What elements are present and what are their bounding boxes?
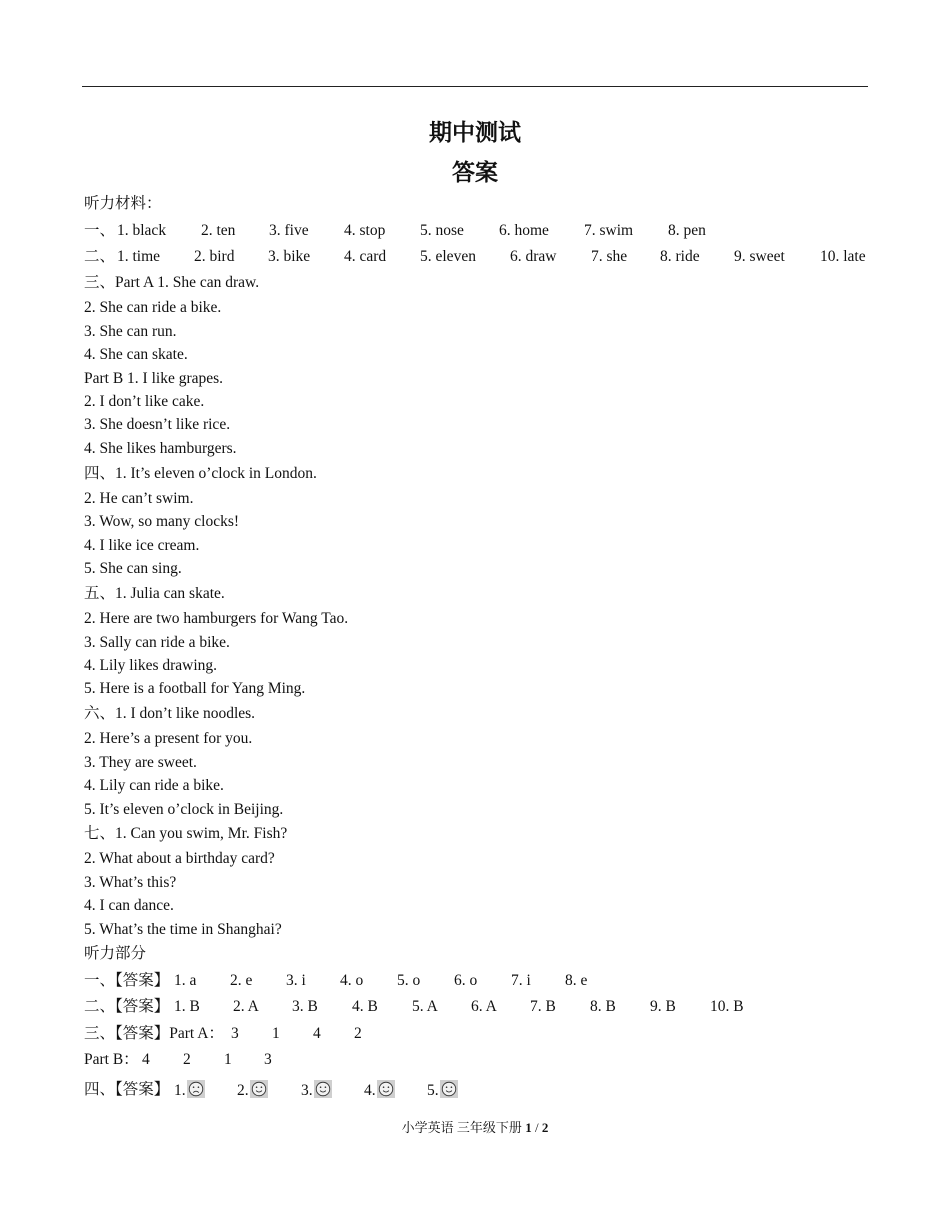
footer-page-total: 2 (541, 1120, 549, 1135)
sentence-line: 2. Here are two hamburgers for Wang Tao. (84, 610, 349, 627)
word-item: 6. home (499, 222, 549, 239)
word-item: 8. ride (660, 248, 700, 265)
header-rule (82, 86, 868, 87)
answer-item: 1. a (174, 972, 197, 989)
answer-item: 1. B (174, 998, 200, 1015)
sentence-line: 5. What’s the time in Shanghai? (84, 921, 282, 938)
sentence-line: 4. She can skate. (84, 346, 188, 363)
page-footer (0, 1117, 950, 1136)
answer-item: 2 (183, 1051, 191, 1068)
answer-prefix: 二、【答案】 (84, 998, 170, 1015)
sentence-line: 4. Lily likes drawing. (84, 657, 218, 674)
face-answer-item: 2. (237, 1080, 268, 1101)
answer-item: 1 (272, 1025, 280, 1042)
answer-item: 6. A (471, 998, 497, 1015)
sentence-line: 3. Sally can ride a bike. (84, 634, 230, 651)
word-item: 10. late (820, 248, 866, 265)
answer-item: 3 (264, 1051, 272, 1068)
section-3-first: 三、Part A 1. She can draw. (84, 274, 260, 291)
page-subtitle: 答案 (452, 160, 498, 186)
sentence-line: 4. I like ice cream. (84, 537, 200, 554)
word-item: 5. nose (420, 222, 464, 239)
answer-item: 4. B (352, 998, 378, 1015)
sentence-line: 2. Here’s a present for you. (84, 730, 253, 747)
section-prefix: 一、 (84, 222, 116, 239)
smile-face-icon (377, 1080, 395, 1098)
section-4-first: 四、1. It’s eleven o’clock in London. (84, 465, 317, 482)
answer-item: 4 (142, 1051, 150, 1068)
sentence-line: 5. It’s eleven o’clock in Beijing. (84, 801, 284, 818)
answer-item: 2 (354, 1025, 362, 1042)
answer-item: 7. B (530, 998, 556, 1015)
answer-prefix: 一、【答案】 (84, 972, 170, 989)
sad-face-icon (187, 1080, 205, 1098)
sentence-line: 2. What about a birthday card? (84, 850, 275, 867)
word-item: 7. she (591, 248, 628, 265)
answer-item: 1 (224, 1051, 232, 1068)
listening-material-label: 听力材料： (84, 195, 162, 212)
page-title: 期中测试 (429, 120, 521, 146)
sentence-line: 2. He can’t swim. (84, 490, 194, 507)
face-answer-item: 4. (364, 1080, 395, 1101)
sentence-line: 4. Lily can ride a bike. (84, 777, 224, 794)
word-item: 1. time (117, 248, 161, 265)
face-answer-item: 5. (427, 1080, 458, 1101)
word-item: 6. draw (510, 248, 557, 265)
section-7-first: 七、1. Can you swim, Mr. Fish? (84, 825, 288, 842)
answer-item: 10. B (710, 998, 744, 1015)
answer-item: 3 (231, 1025, 239, 1042)
answer-prefix: 三、【答案】Part A： (84, 1025, 224, 1042)
sentence-line: 2. I don’t like cake. (84, 393, 205, 410)
sentence-line: 3. What’s this? (84, 874, 177, 891)
footer-page-number: 1 (525, 1120, 532, 1135)
answer-item: 4 (313, 1025, 321, 1042)
sentence-line: 3. She doesn’t like rice. (84, 416, 231, 433)
answer-prefix: 四、【答案】 (84, 1081, 170, 1098)
answer-item: 3. i (286, 972, 306, 989)
answer-item: 8. e (565, 972, 588, 989)
part-b-label: Part B： (84, 1051, 139, 1068)
word-item: 4. stop (344, 222, 386, 239)
section-5-first: 五、1. Julia can skate. (84, 585, 225, 602)
answer-item: 7. i (511, 972, 531, 989)
sentence-line: Part B 1. I like grapes. (84, 370, 224, 387)
word-item: 3. bike (268, 248, 311, 265)
word-item: 2. bird (194, 248, 235, 265)
word-item: 4. card (344, 248, 387, 265)
word-item: 3. five (269, 222, 309, 239)
smile-face-icon (440, 1080, 458, 1098)
footer-separator: / (531, 1120, 542, 1135)
face-answer-item: 3. (301, 1080, 332, 1101)
section-prefix: 二、 (84, 248, 116, 265)
word-item: 2. ten (201, 222, 236, 239)
face-answer-item: 1. (174, 1080, 205, 1101)
smile-face-icon (250, 1080, 268, 1098)
answer-item: 6. o (454, 972, 478, 989)
section-6-first: 六、1. I don’t like noodles. (84, 705, 256, 722)
sentence-line: 3. Wow, so many clocks! (84, 513, 240, 530)
sentence-line: 3. She can run. (84, 323, 177, 340)
word-item: 8. pen (668, 222, 706, 239)
sentence-line: 4. I can dance. (84, 897, 174, 914)
answer-item: 3. B (292, 998, 318, 1015)
answer-item: 9. B (650, 998, 676, 1015)
listening-part-label: 听力部分 (84, 945, 147, 962)
sentence-line: 3. They are sweet. (84, 754, 197, 771)
word-item: 9. sweet (734, 248, 785, 265)
answer-item: 2. A (233, 998, 259, 1015)
sentence-line: 2. She can ride a bike. (84, 299, 222, 316)
answer-item: 4. o (340, 972, 364, 989)
word-item: 1. black (117, 222, 167, 239)
sentence-line: 4. She likes hamburgers. (84, 440, 237, 457)
word-item: 7. swim (584, 222, 634, 239)
smile-face-icon (314, 1080, 332, 1098)
word-item: 5. eleven (420, 248, 476, 265)
answer-item: 5. o (397, 972, 421, 989)
answer-item: 5. A (412, 998, 438, 1015)
sentence-line: 5. She can sing. (84, 560, 182, 577)
sentence-line: 5. Here is a football for Yang Ming. (84, 680, 306, 697)
footer-text: 小学英语 三年级下册 (401, 1120, 522, 1135)
answer-item: 8. B (590, 998, 616, 1015)
answer-item: 2. e (230, 972, 253, 989)
